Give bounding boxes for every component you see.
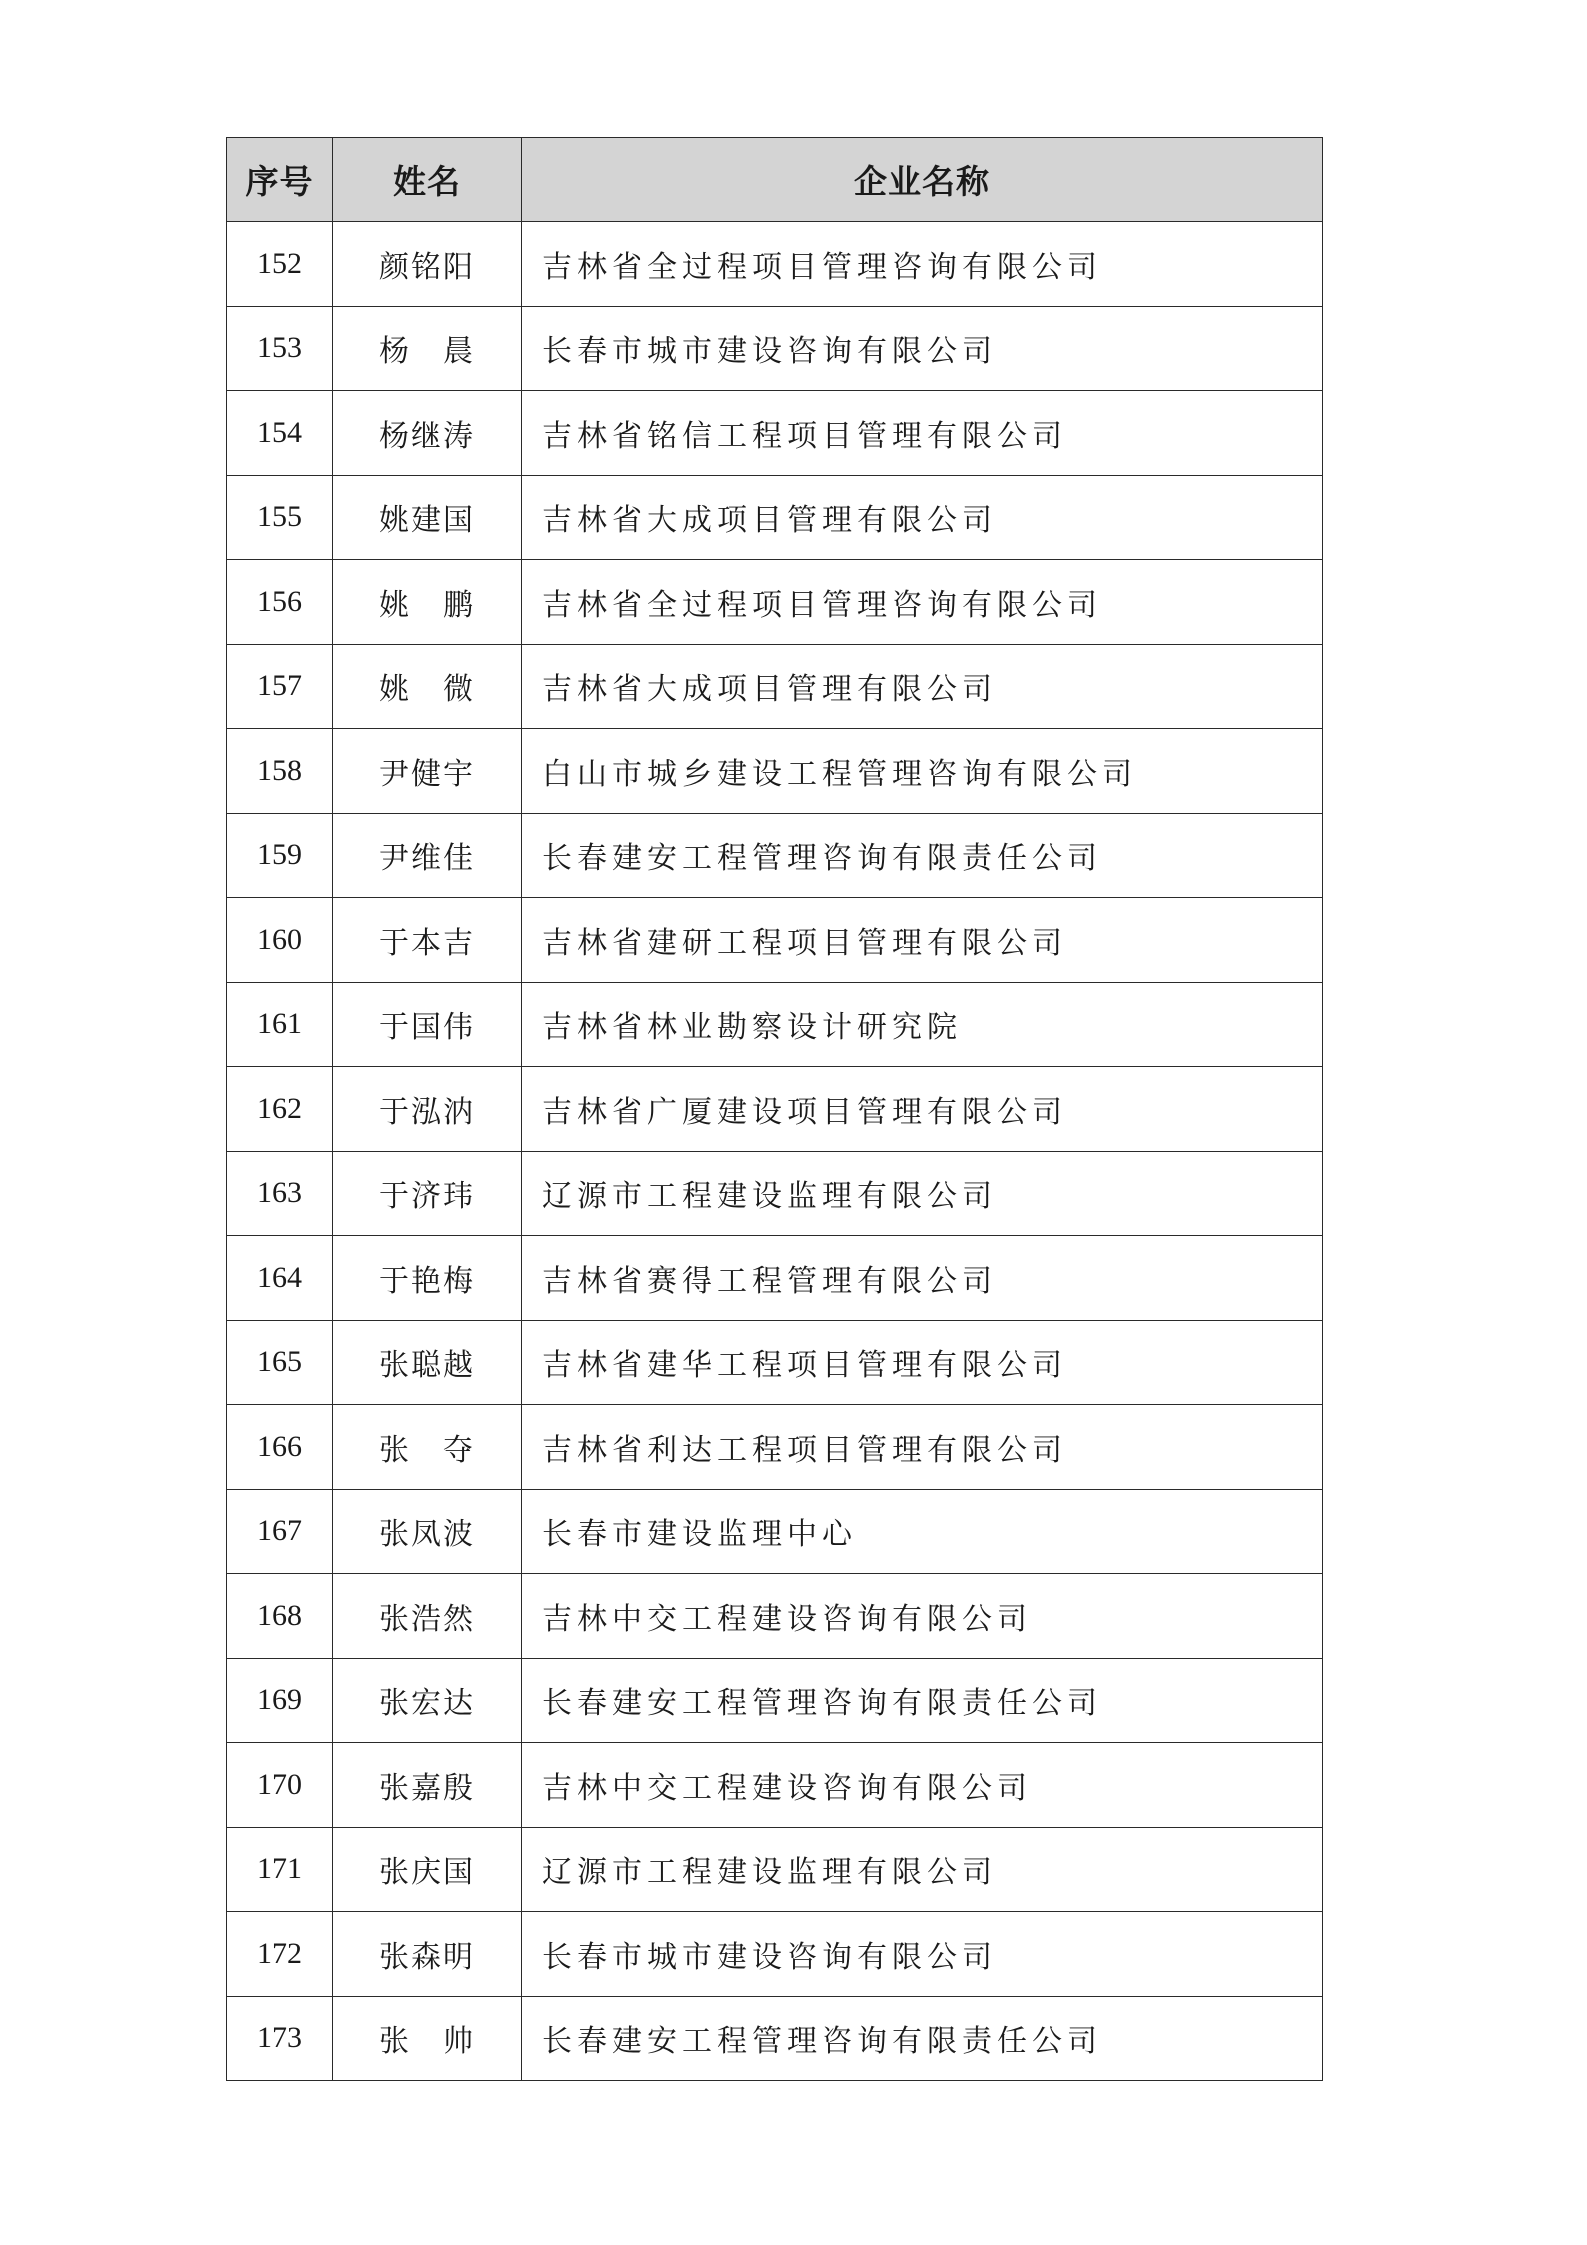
serial-number-cell: 169 xyxy=(227,1658,333,1743)
serial-number-cell: 162 xyxy=(227,1067,333,1152)
company-name-cell: 吉林中交工程建设咨询有限公司 xyxy=(522,1743,1323,1828)
company-name-cell: 辽源市工程建设监理有限公司 xyxy=(522,1827,1323,1912)
serial-number-cell: 160 xyxy=(227,898,333,983)
company-name-cell: 白山市城乡建设工程管理咨询有限公司 xyxy=(522,729,1323,814)
serial-number-cell: 161 xyxy=(227,982,333,1067)
table-row xyxy=(227,1912,1323,1997)
serial-number-cell: 157 xyxy=(227,644,333,729)
table-row xyxy=(227,1827,1323,1912)
person-name-cell: 张森明 xyxy=(333,1912,522,1997)
person-name-cell: 张 夺 xyxy=(333,1405,522,1490)
person-name-cell: 张庆国 xyxy=(333,1827,522,1912)
table-row xyxy=(227,729,1323,814)
person-name-cell: 张嘉殷 xyxy=(333,1743,522,1828)
person-name-cell: 于泓汭 xyxy=(333,1067,522,1152)
table-row xyxy=(227,1067,1323,1152)
table-row xyxy=(227,222,1323,307)
serial-number-cell: 167 xyxy=(227,1489,333,1574)
table-row xyxy=(227,982,1323,1067)
header-row xyxy=(227,138,1323,222)
serial-number-cell: 159 xyxy=(227,813,333,898)
table-row xyxy=(227,1151,1323,1236)
person-name-cell: 张凤波 xyxy=(333,1489,522,1574)
serial-number-cell: 156 xyxy=(227,560,333,645)
serial-number-cell: 158 xyxy=(227,729,333,814)
table-header xyxy=(227,138,1323,222)
table-row xyxy=(227,1658,1323,1743)
serial-number-cell: 168 xyxy=(227,1574,333,1659)
company-name-cell: 长春建安工程管理咨询有限责任公司 xyxy=(522,1996,1323,2081)
serial-number-cell: 164 xyxy=(227,1236,333,1321)
header-company-name: 企业名称 xyxy=(522,138,1323,222)
serial-number-cell: 155 xyxy=(227,475,333,560)
company-name-cell: 吉林省林业勘察设计研究院 xyxy=(522,982,1323,1067)
table-row xyxy=(227,1489,1323,1574)
person-name-cell: 于本吉 xyxy=(333,898,522,983)
company-name-cell: 吉林省广厦建设项目管理有限公司 xyxy=(522,1067,1323,1152)
person-name-cell: 张 帅 xyxy=(333,1996,522,2081)
company-name-cell: 吉林省赛得工程管理有限公司 xyxy=(522,1236,1323,1321)
header-name: 姓名 xyxy=(333,138,522,222)
person-name-cell: 尹维佳 xyxy=(333,813,522,898)
serial-number-cell: 163 xyxy=(227,1151,333,1236)
person-name-cell: 张聪越 xyxy=(333,1320,522,1405)
table-row xyxy=(227,1996,1323,2081)
table-row xyxy=(227,1236,1323,1321)
person-name-cell: 杨继涛 xyxy=(333,391,522,476)
company-name-cell: 吉林中交工程建设咨询有限公司 xyxy=(522,1574,1323,1659)
table-row xyxy=(227,1405,1323,1490)
company-name-cell: 长春市建设监理中心 xyxy=(522,1489,1323,1574)
serial-number-cell: 166 xyxy=(227,1405,333,1490)
company-name-cell: 吉林省建华工程项目管理有限公司 xyxy=(522,1320,1323,1405)
table-row xyxy=(227,560,1323,645)
company-name-cell: 吉林省全过程项目管理咨询有限公司 xyxy=(522,560,1323,645)
person-name-cell: 颜铭阳 xyxy=(333,222,522,307)
person-name-cell: 姚 鹏 xyxy=(333,560,522,645)
person-name-cell: 于艳梅 xyxy=(333,1236,522,1321)
serial-number-cell: 173 xyxy=(227,1996,333,2081)
person-name-cell: 张宏达 xyxy=(333,1658,522,1743)
person-name-cell: 于济玮 xyxy=(333,1151,522,1236)
person-name-cell: 于国伟 xyxy=(333,982,522,1067)
serial-number-cell: 152 xyxy=(227,222,333,307)
company-name-cell: 吉林省全过程项目管理咨询有限公司 xyxy=(522,222,1323,307)
company-name-cell: 长春市城市建设咨询有限公司 xyxy=(522,306,1323,391)
serial-number-cell: 170 xyxy=(227,1743,333,1828)
company-name-cell: 吉林省铭信工程项目管理有限公司 xyxy=(522,391,1323,476)
person-name-cell: 尹健宇 xyxy=(333,729,522,814)
serial-number-cell: 172 xyxy=(227,1912,333,1997)
person-name-cell: 杨 晨 xyxy=(333,306,522,391)
company-name-cell: 长春市城市建设咨询有限公司 xyxy=(522,1912,1323,1997)
company-name-cell: 长春建安工程管理咨询有限责任公司 xyxy=(522,813,1323,898)
table-row xyxy=(227,1743,1323,1828)
table-row xyxy=(227,813,1323,898)
company-name-cell: 吉林省大成项目管理有限公司 xyxy=(522,644,1323,729)
person-name-cell: 姚 微 xyxy=(333,644,522,729)
company-name-cell: 辽源市工程建设监理有限公司 xyxy=(522,1151,1323,1236)
serial-number-cell: 171 xyxy=(227,1827,333,1912)
serial-number-cell: 165 xyxy=(227,1320,333,1405)
table-row xyxy=(227,475,1323,560)
table-row xyxy=(227,1320,1323,1405)
table-row xyxy=(227,898,1323,983)
table-body xyxy=(227,222,1323,2081)
table-row xyxy=(227,644,1323,729)
person-name-cell: 张浩然 xyxy=(333,1574,522,1659)
header-serial-number: 序号 xyxy=(227,138,333,222)
company-name-cell: 吉林省建研工程项目管理有限公司 xyxy=(522,898,1323,983)
serial-number-cell: 154 xyxy=(227,391,333,476)
company-name-cell: 吉林省大成项目管理有限公司 xyxy=(522,475,1323,560)
company-name-cell: 吉林省利达工程项目管理有限公司 xyxy=(522,1405,1323,1490)
person-name-cell: 姚建国 xyxy=(333,475,522,560)
table-row xyxy=(227,306,1323,391)
roster-table xyxy=(226,137,1323,2081)
table-row xyxy=(227,1574,1323,1659)
serial-number-cell: 153 xyxy=(227,306,333,391)
table-row xyxy=(227,391,1323,476)
company-name-cell: 长春建安工程管理咨询有限责任公司 xyxy=(522,1658,1323,1743)
